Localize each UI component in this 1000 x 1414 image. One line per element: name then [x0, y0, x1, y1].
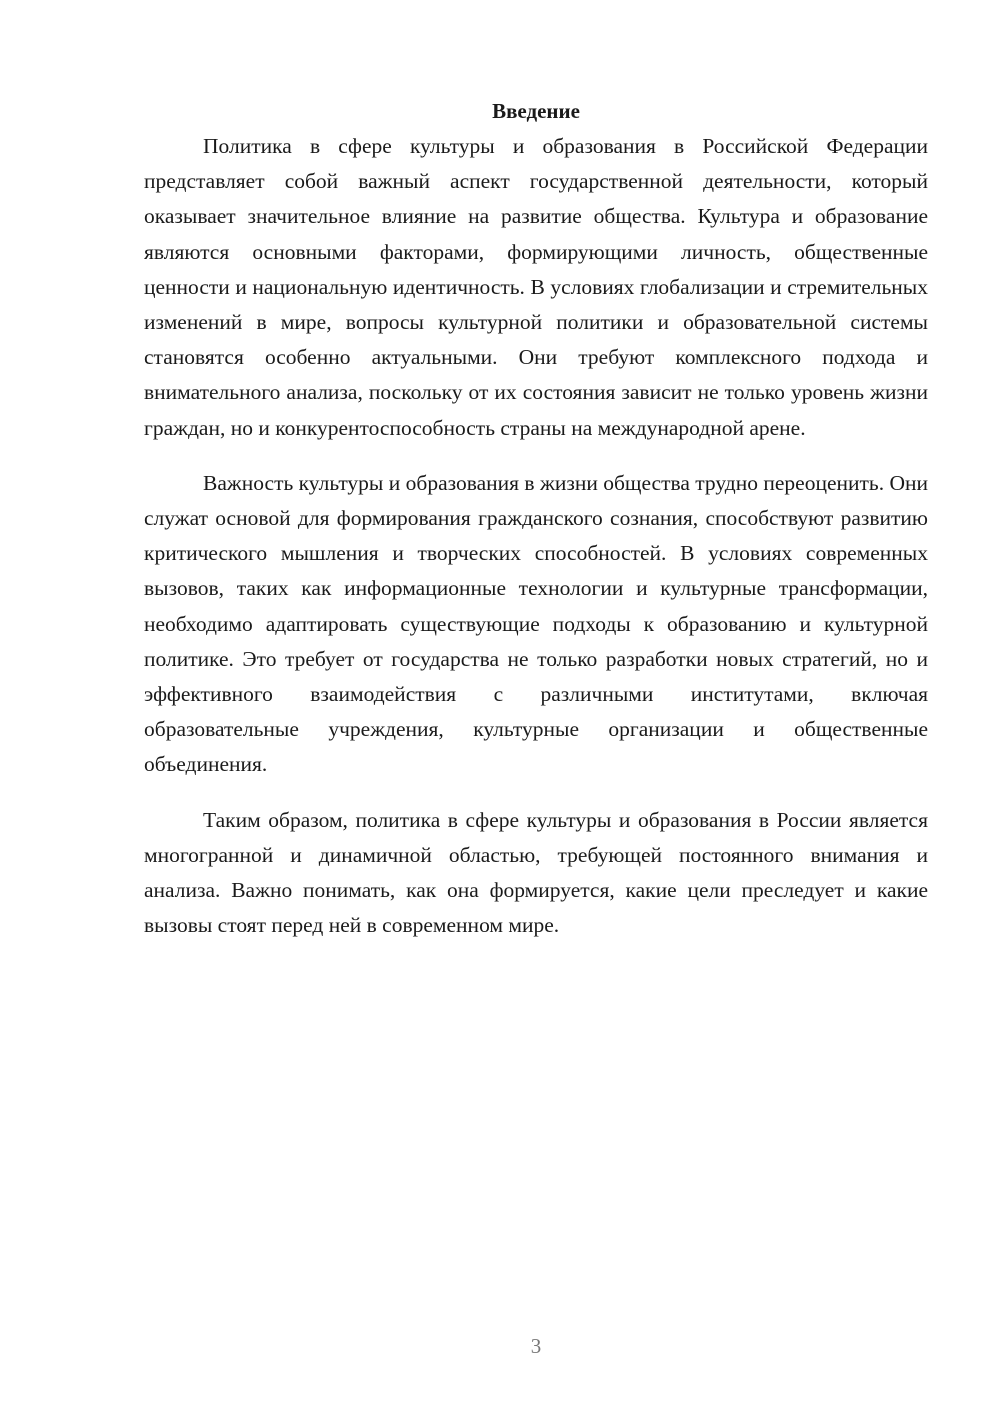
paragraph-1: Политика в сфере культуры и образования в Российской Федерации представляет собой важный аспект государственной деятельности, который оказывает значительное влияние на развитие общества. Культура и образование являются основными факторами, формирующими личность, общественные ценности и национальную идентичность. В условиях глобализации и стремительных изменений в мире, вопросы культурной политики и образовательной системы становятся особенно актуальными. Они требуют комплексного подхода и внимательного анализа, поскольку от их состояния зависит не только уровень жизни граждан, но и конкурентоспособность страны на международной арене. — [144, 134, 928, 440]
document-body — [144, 94, 928, 943]
paragraph-2: Важность культуры и образования в жизни общества трудно переоценить. Они служат основой для формирования гражданского сознания, способствуют развитию критического мышления и творческих способностей. В условиях современных вызовов, таких как информационные технологии и культурные трансформации, необходимо адаптировать существующие подходы к образованию и культурной политике. Это требует от государства не только разработки новых стратегий, но и эффективного взаимодействия с различными институтами, включая образовательные учреждения, культурные организации и общественные объединения. — [144, 470, 928, 777]
paragraph-3: Таким образом, политика в сфере культуры и образования в России является многогранной и динамичной областью, требующей постоянного внимания и анализа. Важно понимать, как она формируется, какие цели преследует и какие вызовы стоят перед ней в современном мире. — [144, 807, 928, 938]
page-number: 3 — [530, 1334, 542, 1358]
section-heading: Введение — [492, 99, 580, 123]
